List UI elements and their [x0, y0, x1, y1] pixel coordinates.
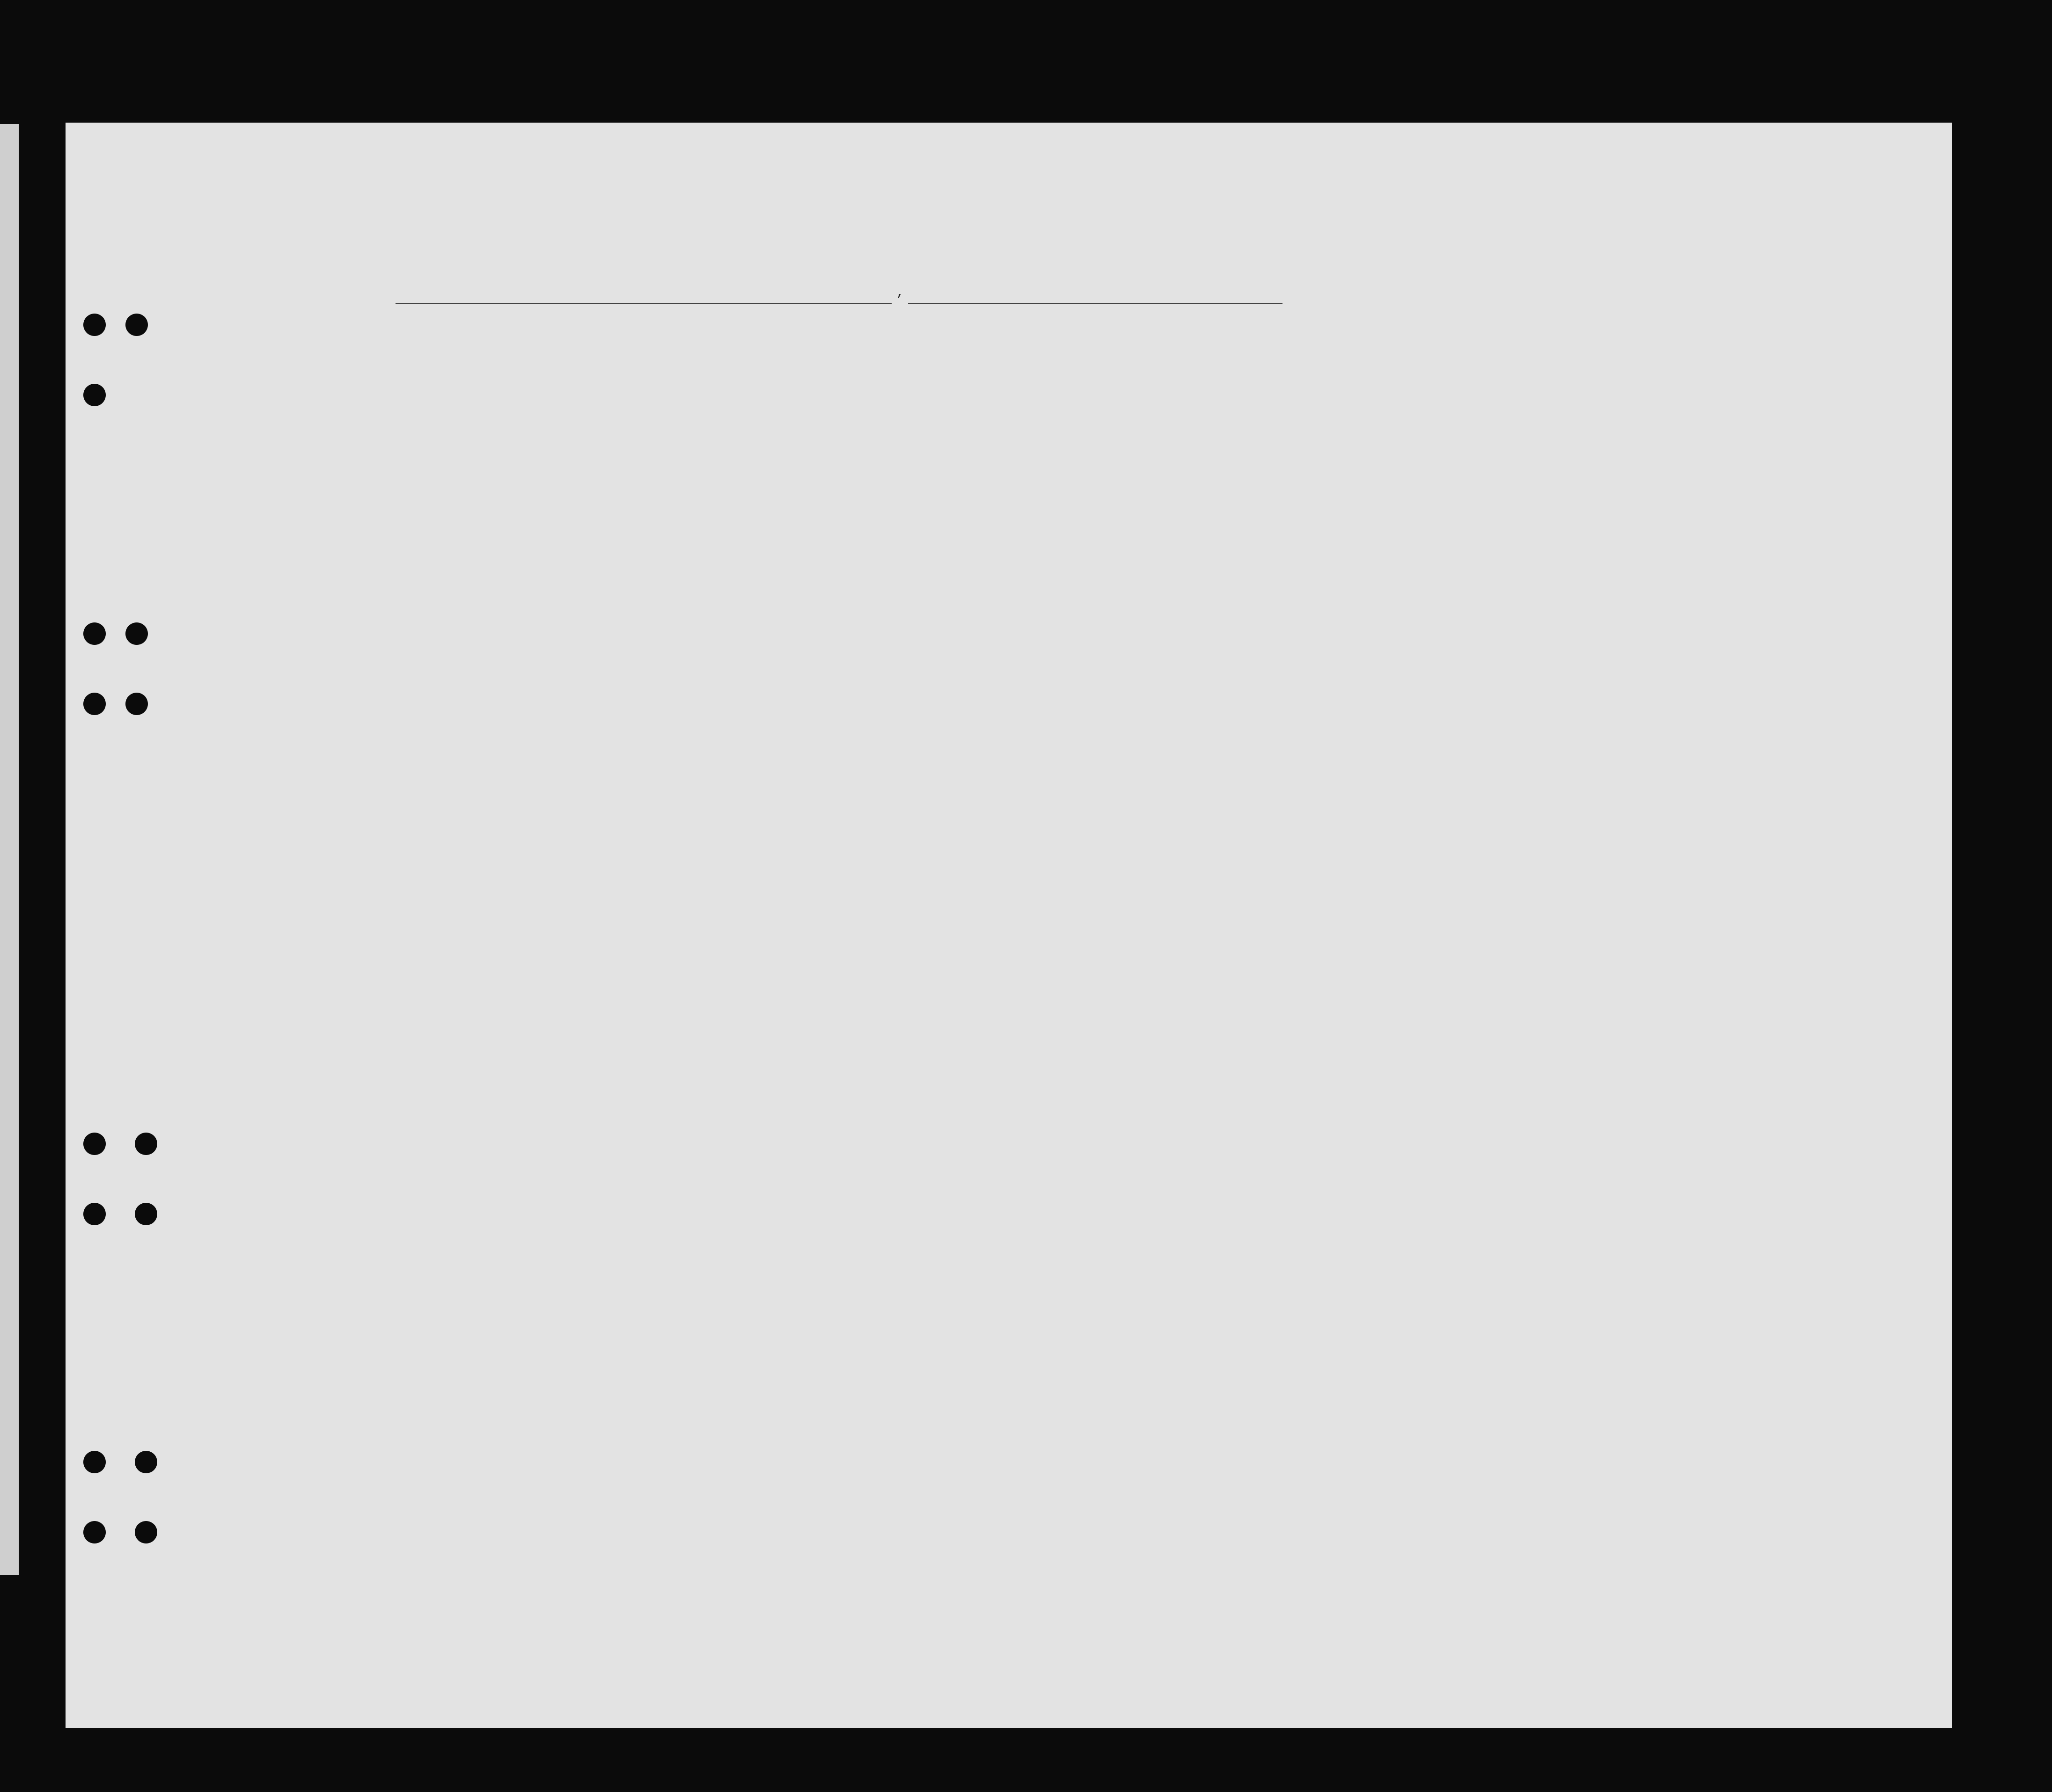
punch-hole — [83, 1203, 106, 1225]
hdr-inches — [1683, 417, 1701, 511]
hdr-deported — [1502, 366, 1540, 525]
punch-hole — [135, 1133, 157, 1155]
hdr-offer — [1460, 366, 1498, 525]
manifest-grid — [66, 123, 1952, 1728]
hdr-ticket — [632, 357, 660, 525]
punch-hole — [83, 1451, 106, 1473]
punch-hole — [83, 693, 106, 715]
punch-hole — [135, 1203, 157, 1225]
punch-hole — [125, 693, 148, 715]
hdr-feet — [1659, 417, 1678, 511]
hdr-polygamist — [1346, 366, 1367, 525]
adjacent-page-edge — [0, 124, 19, 1575]
hdr-anarchist — [1369, 366, 1390, 525]
punch-hole — [125, 314, 148, 336]
manifest-page — [66, 123, 1952, 1728]
punch-hole — [83, 1521, 106, 1543]
punch-hole — [83, 1133, 106, 1155]
punch-hole — [135, 1451, 157, 1473]
punch-hole — [83, 314, 106, 336]
punch-hole — [83, 384, 106, 406]
punch-hole — [135, 1521, 157, 1543]
hdr-possession-50 — [758, 357, 782, 525]
port-comma: , — [896, 285, 904, 300]
hdr-prison — [1311, 366, 1341, 525]
hdr-purpose-a — [1161, 375, 1198, 525]
punch-hole — [125, 622, 148, 645]
hdr-purpose-c — [1264, 375, 1301, 525]
punch-hole — [83, 622, 106, 645]
hdr-purpose-b — [1203, 375, 1240, 525]
hdr-overthrow — [1392, 366, 1458, 525]
